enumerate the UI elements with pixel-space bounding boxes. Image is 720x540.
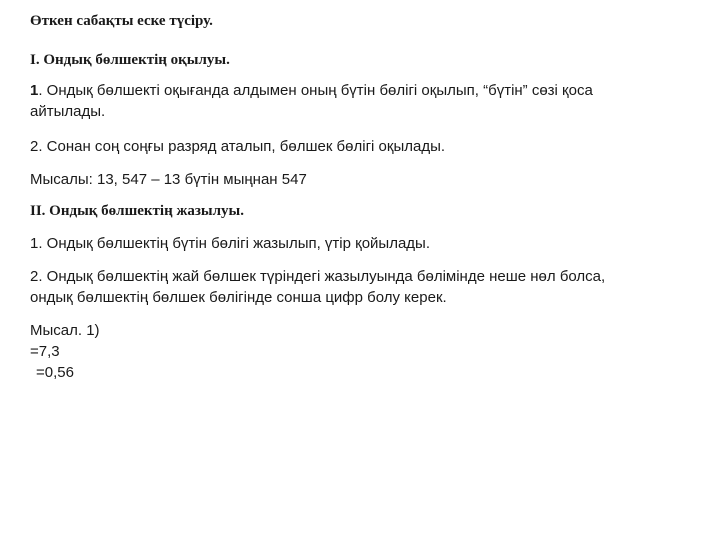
section1-example: Мысалы: 13, 547 – 13 бүтін мыңнан 547 [30, 171, 307, 188]
example-line-2: =0,56 [36, 364, 74, 381]
section1-item1 [30, 80, 680, 122]
section2-title: II. Ондық бөлшектің жазылуы. [30, 203, 244, 219]
section2-item1: 1. Ондық бөлшектің бүтін бөлігі жазылып, үтір қойылады. [30, 235, 431, 252]
section2-item2 [30, 266, 680, 308]
page-title: Өткен сабақты еске түсіру. [30, 13, 213, 29]
section1-item1-text: . Ондық бөлшекті оқығанда алдымен оның бүтін бөлігі оқылып, “бүтін” сөзі қоса [38, 82, 593, 99]
example-label: Мысал. 1) [30, 322, 100, 339]
section1-item1-line2: айтылады. [30, 103, 106, 120]
example-line-1: =7,3 [30, 343, 60, 360]
section1-title: I. Ондық бөлшектің оқылуы. [30, 52, 230, 68]
section2-example [30, 320, 680, 383]
section2-item2-line1: 2. Ондық бөлшектің жай бөлшек түріндегі жазылуында бөлімінде неше нөл болса, [30, 268, 606, 285]
section1-item1-number: 1 [30, 82, 39, 99]
section1-item2: 2. Сонан соң соңғы разряд аталып, бөлшек бөлігі оқылады. [30, 138, 446, 155]
section2-item2-line2: ондық бөлшектің бөлшек бөлігінде сонша цифр болу керек. [30, 289, 447, 306]
section1-item1-line1 [30, 80, 680, 101]
